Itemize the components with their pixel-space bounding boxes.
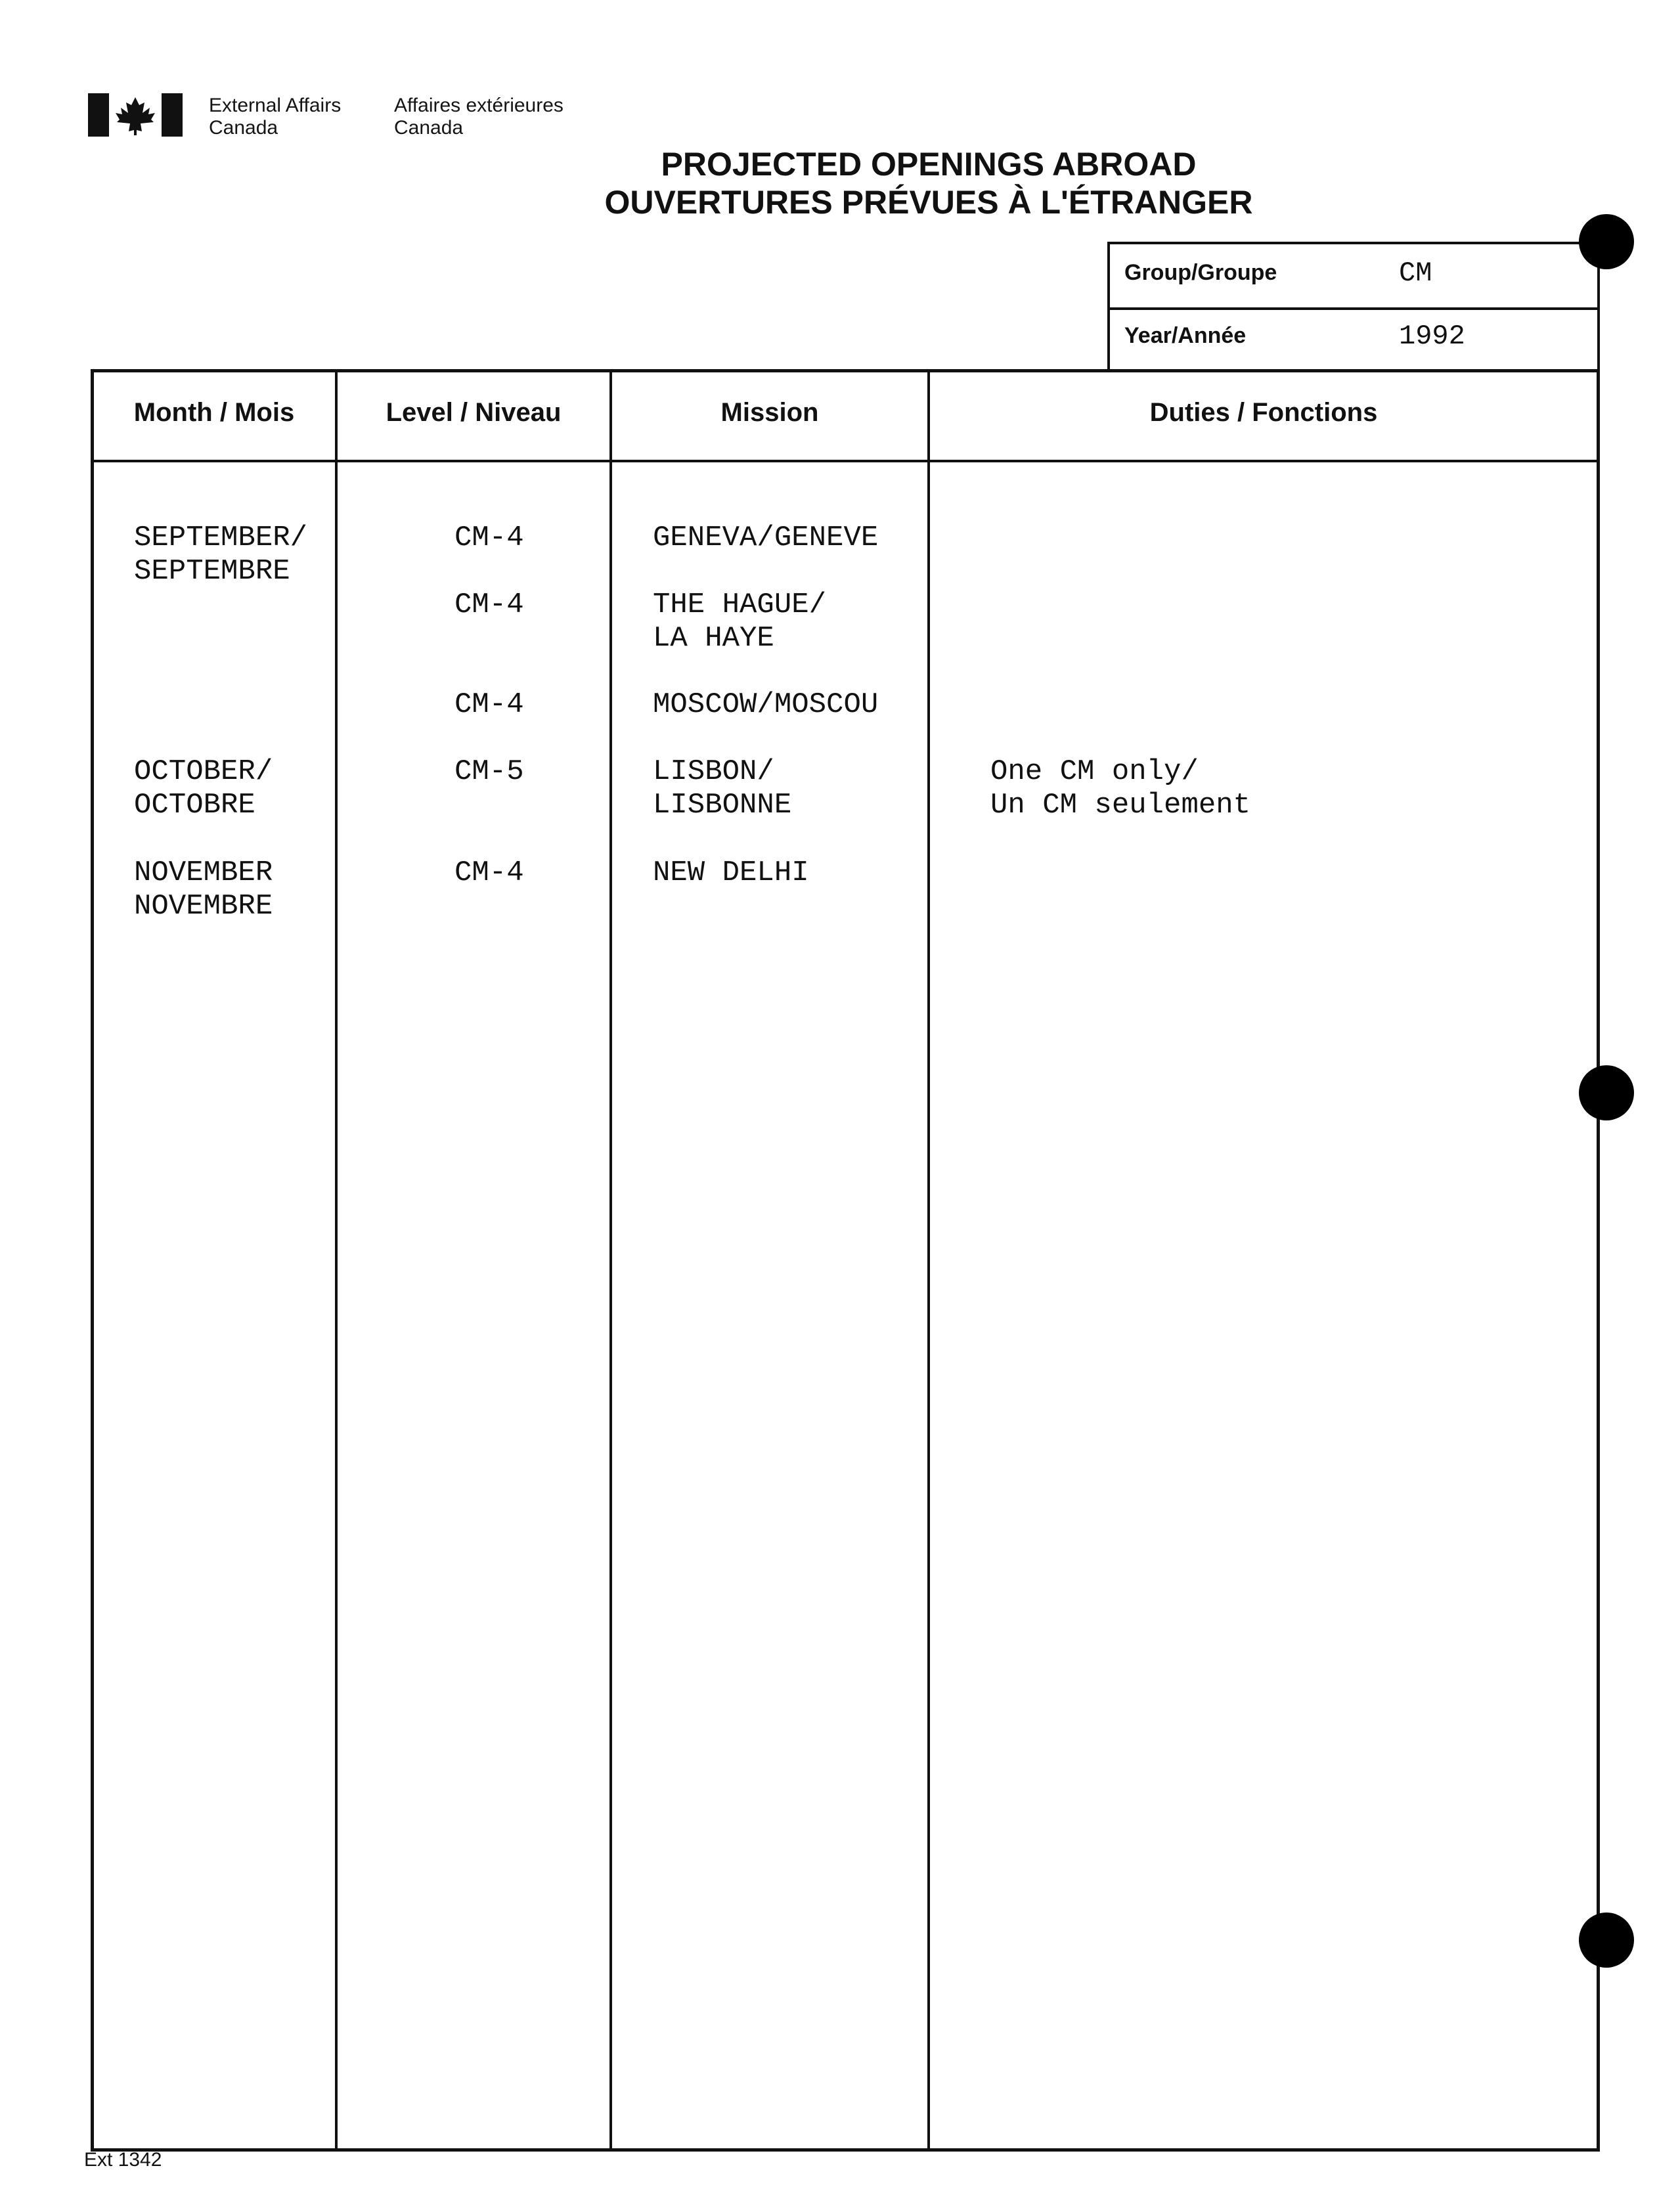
table-header-divider [91,460,1600,462]
form-number: Ext 1342 [84,2149,162,2171]
punch-hole-icon [1579,1065,1634,1120]
column-header-duties: Duties / Fonctions [1149,398,1378,427]
group-label: Group/Groupe [1124,260,1277,285]
openings-table [91,369,1600,2152]
table-cell-month: NOVEMBER NOVEMBRE [134,856,273,923]
department-name-fr [394,95,564,139]
department-en-line1: External Affairs [209,95,342,116]
table-cell-mission: MOSCOW/MOSCOU [653,688,879,721]
table-cell-mission: THE HAGUE/ LA HAYE [653,588,827,655]
table-cell-level: CM-4 [454,856,524,889]
group-value: CM [1399,257,1432,289]
table-cell-duties: One CM only/ Un CM seulement [990,755,1251,822]
year-label: Year/Année [1124,323,1247,348]
column-header-month: Month / Mois [133,398,295,427]
table-cell-month: OCTOBER/ OCTOBRE [134,755,273,822]
year-row [1110,307,1597,370]
department-fr-line1: Affaires extérieures [394,95,564,116]
column-divider [609,369,612,2152]
table-cell-level: CM-5 [454,755,524,788]
column-divider [927,369,930,2152]
page-title-en: PROJECTED OPENINGS ABROAD [661,146,1197,183]
table-cell-mission: NEW DELHI [653,856,809,889]
department-en-line2: Canada [209,117,278,139]
punch-hole-icon [1579,214,1634,269]
table-cell-level: CM-4 [454,588,524,621]
column-header-level: Level / Niveau [386,398,562,427]
year-value: 1992 [1399,321,1465,352]
column-header-mission: Mission [720,398,819,427]
table-cell-mission: LISBON/ LISBONNE [653,755,792,822]
table-cell-level: CM-4 [454,521,524,554]
page-title-fr: OUVERTURES PRÉVUES À L'ÉTRANGER [604,184,1253,221]
department-fr-line2: Canada [394,117,464,139]
table-cell-mission: GENEVA/GENEVE [653,521,879,554]
column-divider [335,369,338,2152]
group-row [1110,244,1597,310]
canada-flag-logo-icon [88,93,183,137]
group-year-box [1107,242,1600,370]
table-cell-level: CM-4 [454,688,524,721]
table-cell-month: SEPTEMBER/ SEPTEMBRE [134,521,308,588]
punch-hole-icon [1579,1913,1634,1968]
department-name-en [209,95,341,139]
